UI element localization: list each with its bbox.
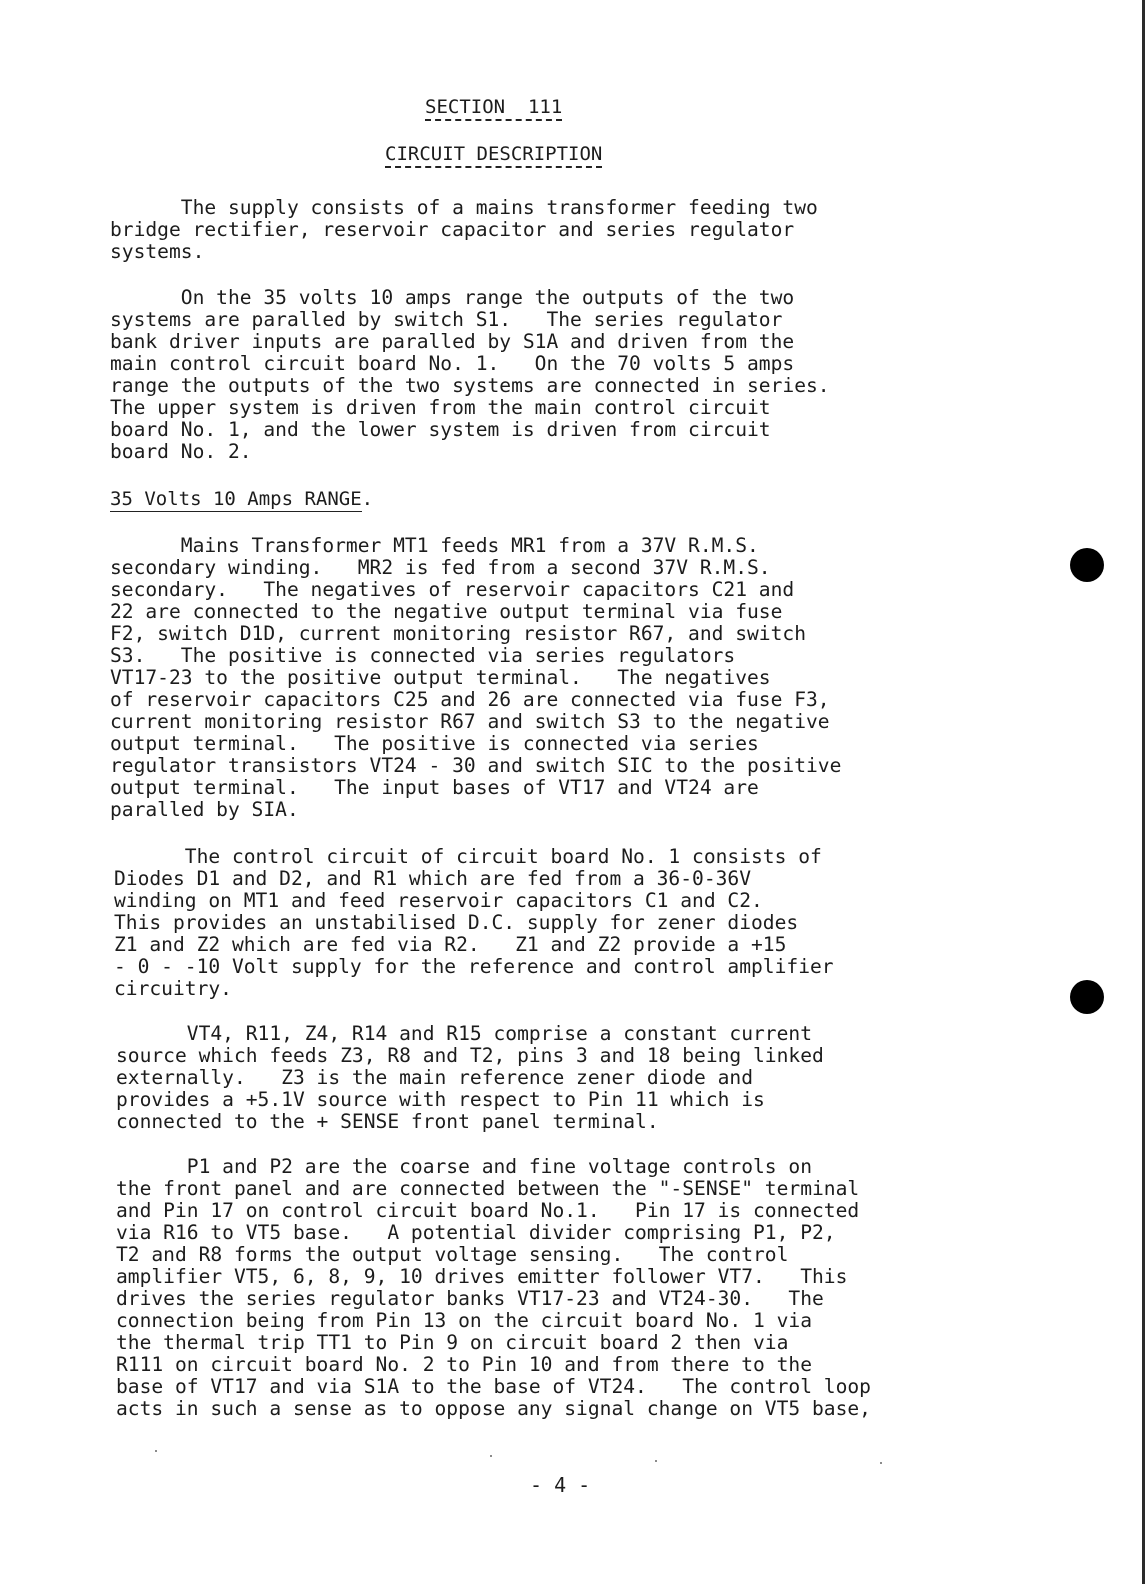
range-heading-text: 35 Volts 10 Amps RANGE	[110, 488, 362, 510]
range-heading-suffix: .	[361, 488, 374, 510]
range-heading	[110, 488, 373, 510]
paragraph-control-circuit: The control circuit of circuit board No. 1 consists of Diodes D1 and D2, and R1 which are fed from a 36-0-36V winding on MT1 and feed reservoir capacitors C1 and C2. This provides an unstabilised D.C. supply for zener diodes Z1 and Z2 which are fed via R2. Z1 and Z2 provide a +15 - 0 - -10 Volt supply for the reference and control amplifier circuitry.	[114, 845, 834, 1000]
scan-speck	[490, 1455, 492, 1457]
scan-speck	[880, 1462, 882, 1464]
section-title	[425, 96, 562, 121]
punch-hole-lower	[1070, 980, 1104, 1014]
punch-hole-upper	[1070, 548, 1104, 582]
section-subtitle	[385, 143, 602, 168]
paragraph-35v-range: Mains Transformer MT1 feeds MR1 from a 37V R.M.S. secondary winding. MR2 is fed from a second 37V R.M.S. secondary. The negatives of reservoir capacitors C21 and 22 are connected to the negative output terminal via fuse F2, switch D1D, current monitoring resistor R67, and switch S3. The positive is connected via series regulators VT17-23 to the positive output terminal. The negatives of reservoir capacitors C25 and 26 are connected via fuse F3, current monitoring resistor R67 and switch S3 to the negative output terminal. The positive is connected via series regulator transistors VT24 - 30 and switch SIC to the positive output terminal. The input bases of VT17 and VT24 are paralled by SIA.	[110, 534, 842, 821]
paragraph-intro: The supply consists of a mains transformer feeding two bridge rectifier, reservoir capacitor and series regulator systems.	[110, 196, 818, 263]
section-title-text: SECTION 111	[425, 96, 562, 121]
page-number: - 4 -	[530, 1473, 591, 1497]
scan-speck	[155, 1450, 157, 1452]
paragraph-voltage-controls: P1 and P2 are the coarse and fine voltage controls on the front panel and are connected between the "-SENSE" terminal and Pin 17 on control circuit board No.1. Pin 17 is connected via R16 to VT5 base. A potential divider comprising P1, P2, T2 and R8 forms the output voltage sensing. The control amplifier VT5, 6, 8, 9, 10 drives emitter follower VT7. This drives the series regulator banks VT17-23 and VT24-30. The connection being from Pin 13 on the circuit board No. 1 via the thermal trip TT1 to Pin 9 on circuit board 2 then via R111 on circuit board No. 2 to Pin 10 and from there to the base of VT17 and via S1A to the base of VT24. The control loop acts in such a sense as to oppose any signal change on VT5 base,	[116, 1155, 871, 1420]
scan-speck	[655, 1460, 657, 1462]
paragraph-reference: VT4, R11, Z4, R14 and R15 comprise a constant current source which feeds Z3, R8 and T2, pins 3 and 18 being linked externally. Z3 is the main reference zener diode and provides a +5.1V source with respect to Pin 11 which is connected to the + SENSE front panel terminal.	[116, 1022, 824, 1133]
section-subtitle-text: CIRCUIT DESCRIPTION	[385, 143, 602, 168]
paragraph-ranges: On the 35 volts 10 amps range the outputs of the two systems are paralled by switch S1. The series regulator bank driver inputs are paralled by S1A and driven from the main control circuit board No. 1. On the 70 volts 5 amps range the outputs of the two systems are connected in series. The upper system is driven from the main control circuit board No. 1, and the lower system is driven from circuit board No. 2.	[110, 286, 830, 463]
